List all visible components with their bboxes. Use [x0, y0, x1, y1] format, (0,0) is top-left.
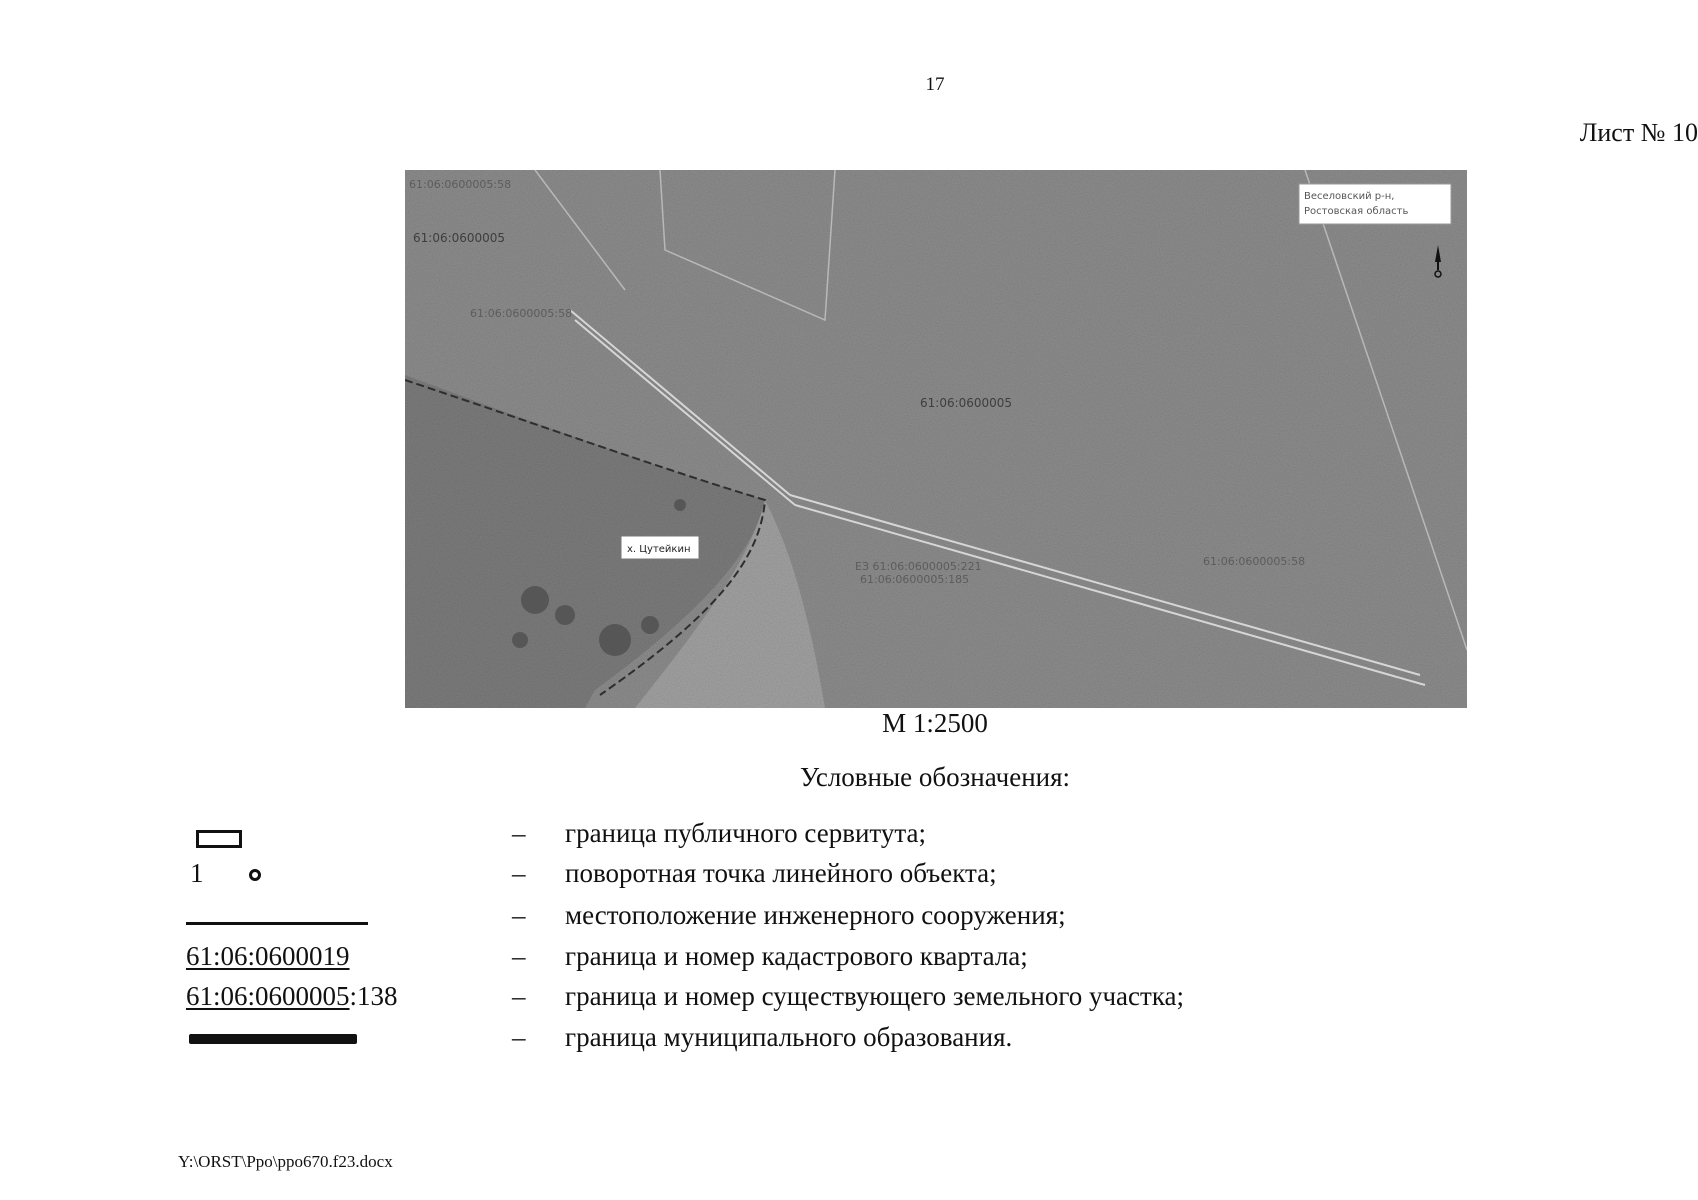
legend-description: граница публичного сервитута; — [565, 818, 926, 848]
legend-title: Условные обозначения: — [799, 762, 1071, 792]
legend-dash: – — [512, 941, 526, 971]
cadastral-map — [405, 170, 1467, 708]
map-label-parcel: 61:06:0600005:185 — [860, 573, 970, 586]
district-label: Веселовский р-н, — [1304, 191, 1395, 202]
map-label-parcel: 61:06:0600005:58 — [470, 307, 573, 320]
map-label-parcel: 61:06:0600005:58 — [1203, 555, 1306, 568]
legend-symbol — [186, 900, 486, 940]
legend-symbol — [186, 981, 486, 1021]
legend-dash: – — [512, 900, 526, 930]
page-number: 17 — [925, 74, 945, 95]
sheet-label: Лист № 10 — [1579, 118, 1698, 147]
map-image — [405, 170, 1467, 708]
map-label-parcel: 61:06:0600005:58 — [409, 178, 512, 191]
legend-symbol — [186, 818, 486, 858]
legend-item-municipal — [186, 1022, 1586, 1062]
legend-item-cadastral-quarter — [186, 941, 1586, 981]
legend-symbol — [186, 1022, 486, 1062]
legend-description: поворотная точка линейного объекта; — [565, 858, 997, 888]
servitude-boundary-icon — [196, 830, 242, 848]
map-label-parcel: ЕЗ 61:06:0600005:221 — [855, 560, 982, 573]
map-scale: М 1:2500 — [882, 708, 988, 738]
legend-dash: – — [512, 1022, 526, 1052]
legend-item-land-parcel — [186, 981, 1586, 1021]
legend-description: граница муниципального образования. — [565, 1022, 1013, 1052]
legend-description: граница и номер существующего земельного участка; — [565, 981, 1185, 1011]
turn-point-icon — [249, 869, 261, 881]
region-label: Ростовская область — [1304, 206, 1409, 217]
legend-symbol — [186, 941, 486, 981]
land-parcel-suffix: :138 — [349, 981, 398, 1011]
legend-dash: – — [512, 981, 526, 1011]
land-parcel-sample: 61:06:0600005 — [186, 981, 350, 1011]
legend-symbol — [186, 858, 486, 898]
engineering-line-icon — [186, 922, 368, 925]
cadastral-quarter-sample: 61:06:0600019 — [186, 941, 350, 971]
settlement-label: х. Цутейкин — [627, 544, 691, 555]
map-label-quarter: 61:06:0600005 — [413, 231, 506, 245]
map-label-quarter: 61:06:0600005 — [920, 396, 1013, 410]
legend-dash: – — [512, 818, 526, 848]
municipal-boundary-icon — [189, 1034, 357, 1044]
legend-description: граница и номер кадастрового квартала; — [565, 941, 1028, 971]
legend-dash: – — [512, 858, 526, 888]
turn-point-number: 1 — [190, 858, 204, 888]
legend-description: местоположение инженерного сооружения; — [565, 900, 1066, 930]
legend-item-engineering — [186, 900, 1586, 940]
legend-item-turn-point — [186, 858, 1586, 898]
file-path: Y:\ORST\Ppo\ppo670.f23.docx — [178, 1152, 393, 1171]
legend-item-servitude — [186, 818, 1586, 858]
